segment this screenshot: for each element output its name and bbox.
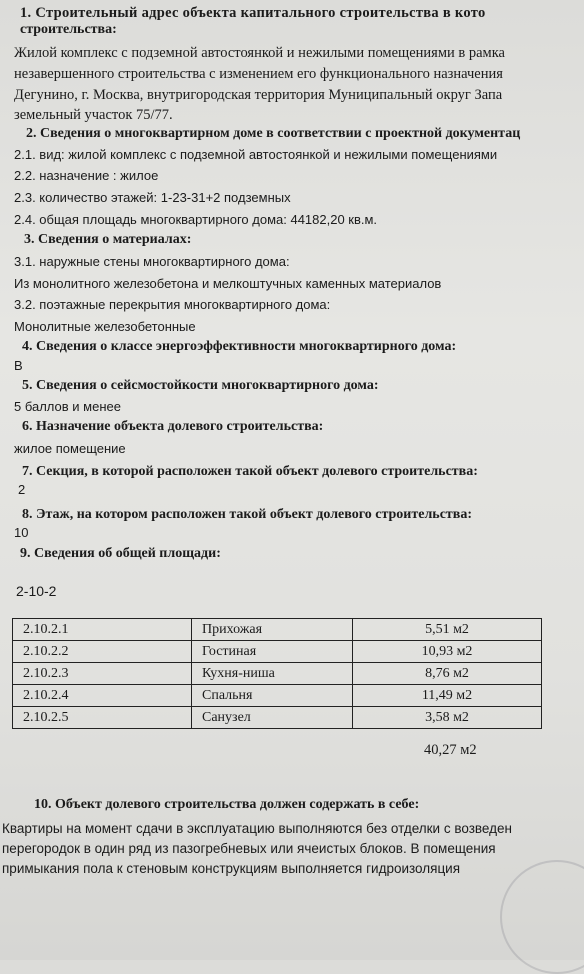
section7-title: 7. Секция, в которой расположен такой объект долевого строительства: — [22, 464, 478, 479]
room-area: 10,93 м2 — [353, 641, 542, 663]
address-line: Дегунино, г. Москва, внутригородская территория Муниципальный округ Запа — [14, 87, 503, 103]
section2-item: 2.4. общая площадь многоквартирного дома: 44182,20 кв.м. — [14, 212, 378, 227]
section8-value: 10 — [14, 525, 29, 540]
area-table — [12, 618, 542, 729]
section2-item: 2.3. количество этажей: 1-23-31+2 подземных — [14, 190, 291, 205]
room-area: 3,58 м2 — [353, 707, 542, 729]
section1-title: 1. Строительный адрес объекта капитального строительства в кото — [20, 5, 486, 21]
section5-value: 5 баллов и менее — [14, 399, 121, 414]
table-row — [13, 685, 542, 707]
table-row — [13, 663, 542, 685]
section4-value: В — [14, 358, 23, 373]
section9-title: 9. Сведения об общей площади: — [20, 546, 221, 561]
total-area: 40,27 м2 — [424, 742, 477, 758]
section2-item: 2.2. назначение : жилое — [14, 168, 159, 183]
section3-item: 3.2. поэтажные перекрытия многоквартирного дома: — [14, 297, 331, 312]
room-code: 2.10.2.3 — [13, 663, 192, 685]
section10-title: 10. Объект долевого строительства должен содержать в себе: — [34, 797, 420, 812]
room-code: 2.10.2.1 — [13, 619, 192, 641]
room-area: 5,51 м2 — [353, 619, 542, 641]
section3-item: 3.1. наружные стены многоквартирного дома: — [14, 254, 290, 269]
section6-value: жилое помещение — [14, 441, 126, 456]
section7-value: 2 — [18, 482, 26, 497]
room-area: 11,49 м2 — [353, 685, 542, 707]
section8-title: 8. Этаж, на котором расположен такой объект долевого строительства: — [22, 507, 473, 522]
table-row — [13, 641, 542, 663]
section10-text: Квартиры на момент сдачи в эксплуатацию выполняются без отделки с возведен — [2, 821, 512, 836]
section5-title: 5. Сведения о сейсмостойкости многоквартирного дома: — [22, 378, 379, 393]
section1-title-cont: строительства: — [20, 22, 117, 37]
section2-item: 2.1. вид: жилой комплекс с подземной автостоянкой и нежилыми помещениями — [14, 147, 498, 162]
room-name: Прихожая — [192, 619, 353, 641]
section3-title: 3. Сведения о материалах: — [24, 232, 192, 247]
room-name: Спальня — [192, 685, 353, 707]
section2-title: 2. Сведения о многоквартирном доме в соответствии с проектной документац — [26, 126, 521, 141]
address-line: Жилой комплекс с подземной автостоянкой и нежилыми помещениями в рамка — [14, 45, 505, 61]
table-row — [13, 619, 542, 641]
section6-title: 6. Назначение объекта долевого строительства: — [22, 419, 324, 434]
room-name: Гостиная — [192, 641, 353, 663]
address-line: земельный участок 75/77. — [14, 107, 173, 123]
faint-stamp — [500, 860, 584, 974]
table-row — [13, 707, 542, 729]
room-code: 2.10.2.5 — [13, 707, 192, 729]
section10-text: перегородок в один ряд из пазогребневых или ячеистых блоков. В помещения — [2, 841, 496, 856]
room-name: Кухня-ниша — [192, 663, 353, 685]
address-line: незавершенного строительства с изменением его функционального назначения — [14, 66, 503, 82]
room-name: Санузел — [192, 707, 353, 729]
room-code: 2.10.2.2 — [13, 641, 192, 663]
section4-title: 4. Сведения о классе энергоэффективности многоквартирного дома: — [22, 339, 457, 354]
section3-item: Монолитные железобетонные — [14, 319, 196, 334]
section10-text: примыкания пола к стеновым конструкциям выполняется гидроизоляция — [2, 861, 461, 876]
unit-code: 2-10-2 — [16, 583, 57, 599]
room-code: 2.10.2.4 — [13, 685, 192, 707]
room-area: 8,76 м2 — [353, 663, 542, 685]
section3-item: Из монолитного железобетона и мелкоштучных каменных материалов — [14, 276, 442, 291]
